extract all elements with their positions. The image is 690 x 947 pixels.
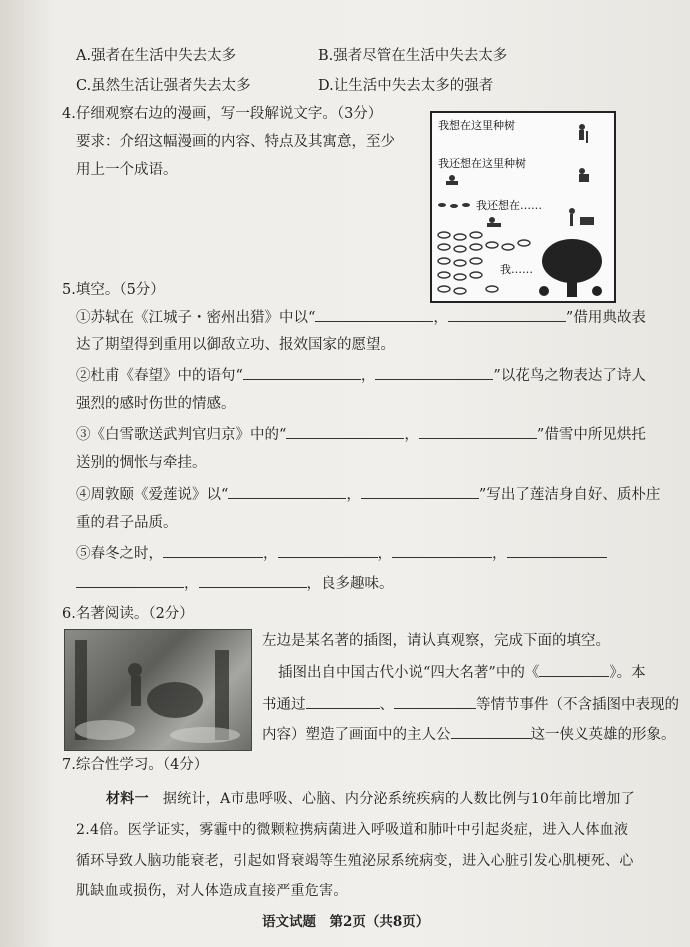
- q5-item5-line2: ， ，良多趣味。: [76, 573, 394, 594]
- q5-blank-5b[interactable]: [278, 543, 378, 558]
- option-a: A.强者在生活中失去太多: [76, 48, 237, 64]
- q5-blank-1a[interactable]: [315, 307, 433, 322]
- material1-line1: 材料一 据统计，A市患呼吸、心脑、内分泌系统疾病的人数比例与10年前比增加了: [106, 791, 636, 807]
- cartoon-drawing: [432, 113, 614, 301]
- q6-line3: 书通过 、 等情节事件（不含插图中表现的: [262, 694, 679, 715]
- q5-blank-5c[interactable]: [392, 543, 492, 558]
- q5-item1-line1: ①苏轼在《江城子・密州出猎》中以“ ， ”借用典故表: [76, 307, 646, 328]
- q6-blank-hero[interactable]: [451, 724, 531, 739]
- q5-blank-5d[interactable]: [507, 543, 607, 558]
- q6-blank-book[interactable]: [539, 662, 609, 677]
- option-b: B.强者尽管在生活中失去太多: [318, 48, 508, 64]
- q5-blank-5a[interactable]: [163, 543, 263, 558]
- material1-line3: 循环导致人脑功能衰老，引起如肾衰竭等生殖泌尿系统病变，进入心脏引发心肌梗死、心: [76, 853, 634, 869]
- q5-item3-line2: 送别的惆怅与牵挂。: [76, 455, 207, 471]
- q5-blank-5e[interactable]: [76, 573, 184, 588]
- q5-blank-1b[interactable]: [448, 307, 566, 322]
- material1-line4: 肌缺血或损伤，对人体造成直接严重危害。: [76, 883, 348, 899]
- q6-blank-event1[interactable]: [306, 694, 380, 709]
- q5-item2-line2: 强烈的感时伤世的情感。: [76, 396, 236, 412]
- q7-title: 7.综合性学习。（4分）: [62, 757, 209, 773]
- cartoon-caption-3: 我还想在……: [476, 199, 542, 212]
- q6-blank-event2[interactable]: [394, 694, 476, 709]
- option-c: C.虽然生活让强者失去太多: [76, 78, 251, 94]
- q5-blank-4b[interactable]: [361, 484, 479, 499]
- q5-item3-line1: ③《白雪歌送武判官归京》中的“ ， ”借雪中所见烘托: [76, 424, 646, 445]
- q5-item4-line1: ④周敦颐《爱莲说》以“ ， ”写出了莲洁身自好、质朴庄: [76, 484, 660, 505]
- q6-line2: 插图出自中国古代小说“四大名著”中的《 》。本: [278, 662, 646, 683]
- q5-blank-3a[interactable]: [286, 424, 404, 439]
- q5-blank-3b[interactable]: [419, 424, 537, 439]
- novel-illustration-drawing: [65, 630, 251, 750]
- q6-title: 6.名著阅读。（2分）: [62, 606, 194, 622]
- q6-line1: 左边是某名著的插图，请认真观察，完成下面的填空。: [262, 633, 610, 649]
- q5-blank-5f[interactable]: [199, 573, 307, 588]
- cartoon-caption-4: 我……: [500, 263, 533, 276]
- material1-line2: 2.4倍。医学证实，雾霾中的微颗粒携病菌进入呼吸道和肺叶中引起炎症，进入人体血液: [76, 822, 629, 838]
- q5-item2-line1: ②杜甫《春望》中的语句“ ， ”以花鸟之物表达了诗人: [76, 365, 646, 386]
- page-footer: 语文试题 第2页（共8页）: [262, 914, 430, 930]
- q4-requirement-2: 用上一个成语。: [76, 162, 178, 178]
- cartoon-caption-2: 我还想在这里种树: [438, 157, 526, 170]
- q5-title: 5.填空。（5分）: [62, 282, 165, 298]
- q4-requirement-1: 要求：介绍这幅漫画的内容、特点及其寓意，至少: [76, 134, 395, 150]
- q5-blank-2a[interactable]: [243, 365, 361, 380]
- novel-illustration: [64, 629, 252, 751]
- q5-blank-4a[interactable]: [228, 484, 346, 499]
- cartoon-image: [430, 111, 616, 303]
- q6-line4: 内容）塑造了画面中的主人公 这一侠义英雄的形象。: [262, 724, 676, 745]
- q5-blank-2b[interactable]: [375, 365, 493, 380]
- cartoon-caption-1: 我想在这里种树: [438, 119, 515, 132]
- q4-title: 4.仔细观察右边的漫画，写一段解说文字。（3分）: [62, 106, 383, 122]
- option-d: D.让生活中失去太多的强者: [318, 78, 494, 94]
- q5-item1-line2: 达了期望得到重用以御敌立功、报效国家的愿望。: [76, 337, 395, 353]
- q5-item4-line2: 重的君子品质。: [76, 515, 178, 531]
- q5-item5-line1: ⑤春冬之时， ， ， ，: [76, 543, 607, 564]
